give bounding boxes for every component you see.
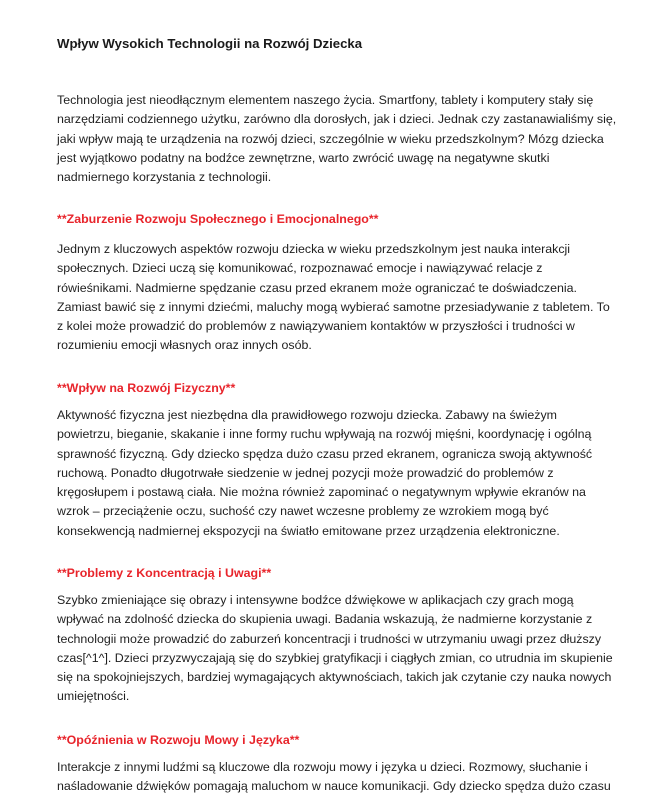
intro-line: jaki wpływ mają te urządzenia na rozwój dzieci, szczególnie w wieku przedszkolnym? Mózg dziecka — [57, 131, 604, 146]
paragraph-line: naśladowanie dźwięków pomagają maluchom w nauce komunikacji. Gdy dziecko spędza dużo czasu — [57, 779, 611, 794]
section-paragraph-speech — [57, 758, 612, 797]
paragraph-line: czas[^1^]. Dzieci przyzwyczajają się do szybkiej gratyfikacji i ciągłych zmian, co utrudnia im skupienie — [57, 650, 613, 665]
section-heading-speech: **Opóźnienia w Rozwoju Mowy i Języka** — [57, 733, 300, 747]
intro-paragraph — [57, 91, 617, 187]
paragraph-line: Jednym z kluczowych aspektów rozwoju dziecka w wieku przedszkolnym jest nauka interakcji — [57, 242, 571, 256]
paragraph-line: sprawność fizyczną. Gdy dziecko spędza dużo czasu przed ekranem, ogranicza swoją aktywność — [57, 446, 593, 461]
paragraph-line: umiejętności. — [57, 689, 130, 704]
intro-line: nadmiernego korzystania z technologii. — [57, 170, 272, 185]
section-paragraph-concentration — [57, 591, 612, 707]
paragraph-line: Zamiast bawić się z innymi dziećmi, maluchy mogą wybierać samotne przesiadywanie z tabletem. To — [57, 299, 610, 314]
intro-line: Technologia jest nieodłącznym elementem naszego życia. Smartfony, tablety i komputery stały się — [57, 93, 594, 107]
paragraph-line: z kolei może prowadzić do problemów z nawiązywaniem kontaktów w przyszłości i trudności w — [57, 319, 575, 334]
intro-line: narzędziami codziennego użytku, zarówno dla dorosłych, jak i dzieci. Jednak czy zastanawialiśmy się, — [57, 112, 617, 127]
paragraph-line: rówieśnikami. Nadmierne spędzanie czasu przed ekranem może ograniczać te doświadczenia. — [57, 280, 577, 295]
section-heading-concentration: **Problemy z Koncentracją i Uwagi** — [57, 566, 272, 580]
paragraph-line: technologii może prowadzić do zaburzeń koncentracji i trudności w utrzymaniu uwagi przez dłuższy — [57, 631, 602, 646]
paragraph-line: rozumieniu emocji własnych oraz innych osób. — [57, 338, 312, 353]
paragraph-line: społecznych. Dzieci uczą się komunikować, rozpoznawać emocje i nawiązywać relacje z — [57, 261, 543, 276]
document-title: Wpływ Wysokich Technologii na Rozwój Dziecka — [57, 36, 363, 51]
paragraph-line: Szybko zmieniające się obrazy i intensywne bodźce dźwiękowe w aplikacjach czy grach mogą — [57, 593, 574, 607]
paragraph-line: ruchową. Ponadto długotrwałe siedzenie w jednej pozycji może prowadzić do problemów z — [57, 465, 554, 480]
paragraph-line: wzrok – przeciążenie oczu, suchość czy nawet wczesne problemy ze wzrokiem mogą być — [57, 504, 549, 519]
section-paragraph-social — [57, 240, 612, 356]
paragraph-line: powietrzu, bieganie, skakanie i inne formy ruchu wpływają na rozwój mięśni, koordynację i ogólną — [57, 427, 592, 442]
section-heading-physical: **Wpływ na Rozwój Fizyczny** — [57, 381, 236, 395]
paragraph-line: Aktywność fizyczna jest niezbędna dla prawidłowego rozwoju dziecka. Zabawy na świeżym — [57, 408, 557, 422]
paragraph-line: Interakcje z innymi ludźmi są kluczowe dla rozwoju mowy i języka u dzieci. Rozmowy, słuchanie i — [57, 760, 588, 774]
paragraph-line: kręgosłupem i postawą ciała. Nie można również zapominać o negatywnym wpływie ekranów na — [57, 485, 586, 500]
section-paragraph-physical — [57, 406, 612, 541]
intro-line: jest wyjątkowo podatny na bodźce zewnętrzne, warto zwrócić uwagę na negatywne skutki — [57, 150, 550, 165]
paragraph-line: wpływać na zdolność dziecka do skupienia uwagi. Badania wskazują, że nadmierne korzystanie z — [57, 612, 593, 627]
section-heading-social: **Zaburzenie Rozwoju Społecznego i Emocjonalnego** — [57, 212, 379, 226]
paragraph-line: konsekwencją nadmiernej ekspozycji na światło emitowane przez urządzenia elektroniczne. — [57, 523, 560, 538]
paragraph-line: się na spokojniejszych, bardziej wymagających aktywnościach, takich jak czytanie czy nauka nowych — [57, 670, 612, 685]
